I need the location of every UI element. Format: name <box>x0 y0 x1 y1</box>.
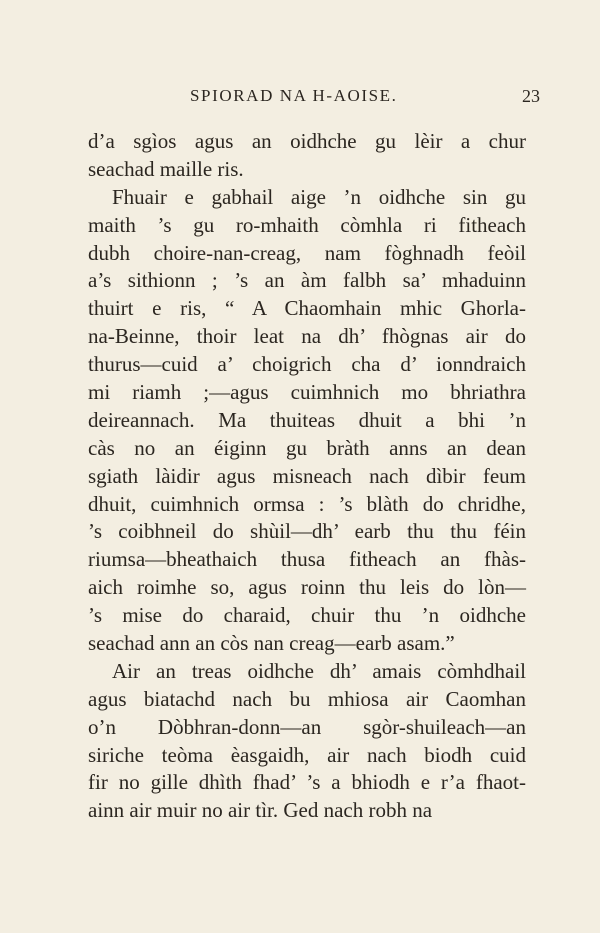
paragraph <box>88 184 526 658</box>
text-line: ’s coibhneil do shùil—dh’ earb thu thu féin <box>88 519 526 544</box>
text-line: sgiath làidir agus misneach nach dìbir feum <box>88 463 526 488</box>
text-line: siriche teòma èasgaidh, air nach biodh cuid <box>88 742 526 767</box>
text-line: fir no gille dhìth fhad’ ’s a bhiodh e r’a fhaot- <box>88 770 526 795</box>
text-line: mi riamh ;—agus cuimhnich mo bhriathra <box>88 380 526 405</box>
text-line: seachad ann an còs nan creag—earb asam.” <box>88 631 455 656</box>
text-line: Air an treas oidhche dh’ amais còmhdhail <box>112 658 526 683</box>
text-line: ’s mise do charaid, chuir thu ’n oidhche <box>88 603 526 628</box>
text-line: ainn air muir no air tìr. Ged nach robh na <box>88 798 433 823</box>
text-line: na-Beinne, thoir leat na dh’ fhògnas air do <box>88 324 526 349</box>
running-title: SPIORAD NA H-AOISE. <box>190 86 398 105</box>
text-line: deireannach. Ma thuiteas dhuit a bhi ’n <box>88 407 526 432</box>
text-line: d’a sgìos agus an oidhche gu lèir a chur <box>88 129 526 153</box>
text-line: thurus—cuid a’ choigrich cha d’ ionndraich <box>88 352 526 377</box>
page-number: 23 <box>522 86 540 106</box>
text-line: maith ’s gu ro-mhaith còmhla ri fitheach <box>88 212 526 237</box>
text-line: seachad maille ris. <box>88 156 244 181</box>
text-line: a’s sithionn ; ’s an àm falbh sa’ mhaduinn <box>88 268 526 293</box>
text-line: aich roimhe so, agus roinn thu leis do lòn— <box>88 575 526 600</box>
text-line: càs no an éiginn gu bràth anns an dean <box>88 435 526 460</box>
text-line: thuirt e ris, “ A Chaomhain mhic Ghorla- <box>88 296 526 321</box>
text-line: Fhuair e gabhail aige ’n oidhche sin gu <box>112 184 526 209</box>
paragraph <box>88 128 526 184</box>
body-text <box>88 128 526 825</box>
text-line: riumsa—bheathaich thusa fitheach an fhàs- <box>88 547 526 572</box>
text-line: o’n Dòbhran-donn—an sgòr-shuileach—an <box>88 714 526 739</box>
text-line: dhuit, cuimhnich ormsa : ’s blàth do chridhe, <box>88 491 526 516</box>
running-head <box>88 86 540 112</box>
paragraph <box>88 658 526 825</box>
text-line: dubh choire-nan-creag, nam fòghnadh feòil <box>88 240 526 265</box>
text-line: agus biatachd nach bu mhiosa air Caomhan <box>88 686 526 711</box>
